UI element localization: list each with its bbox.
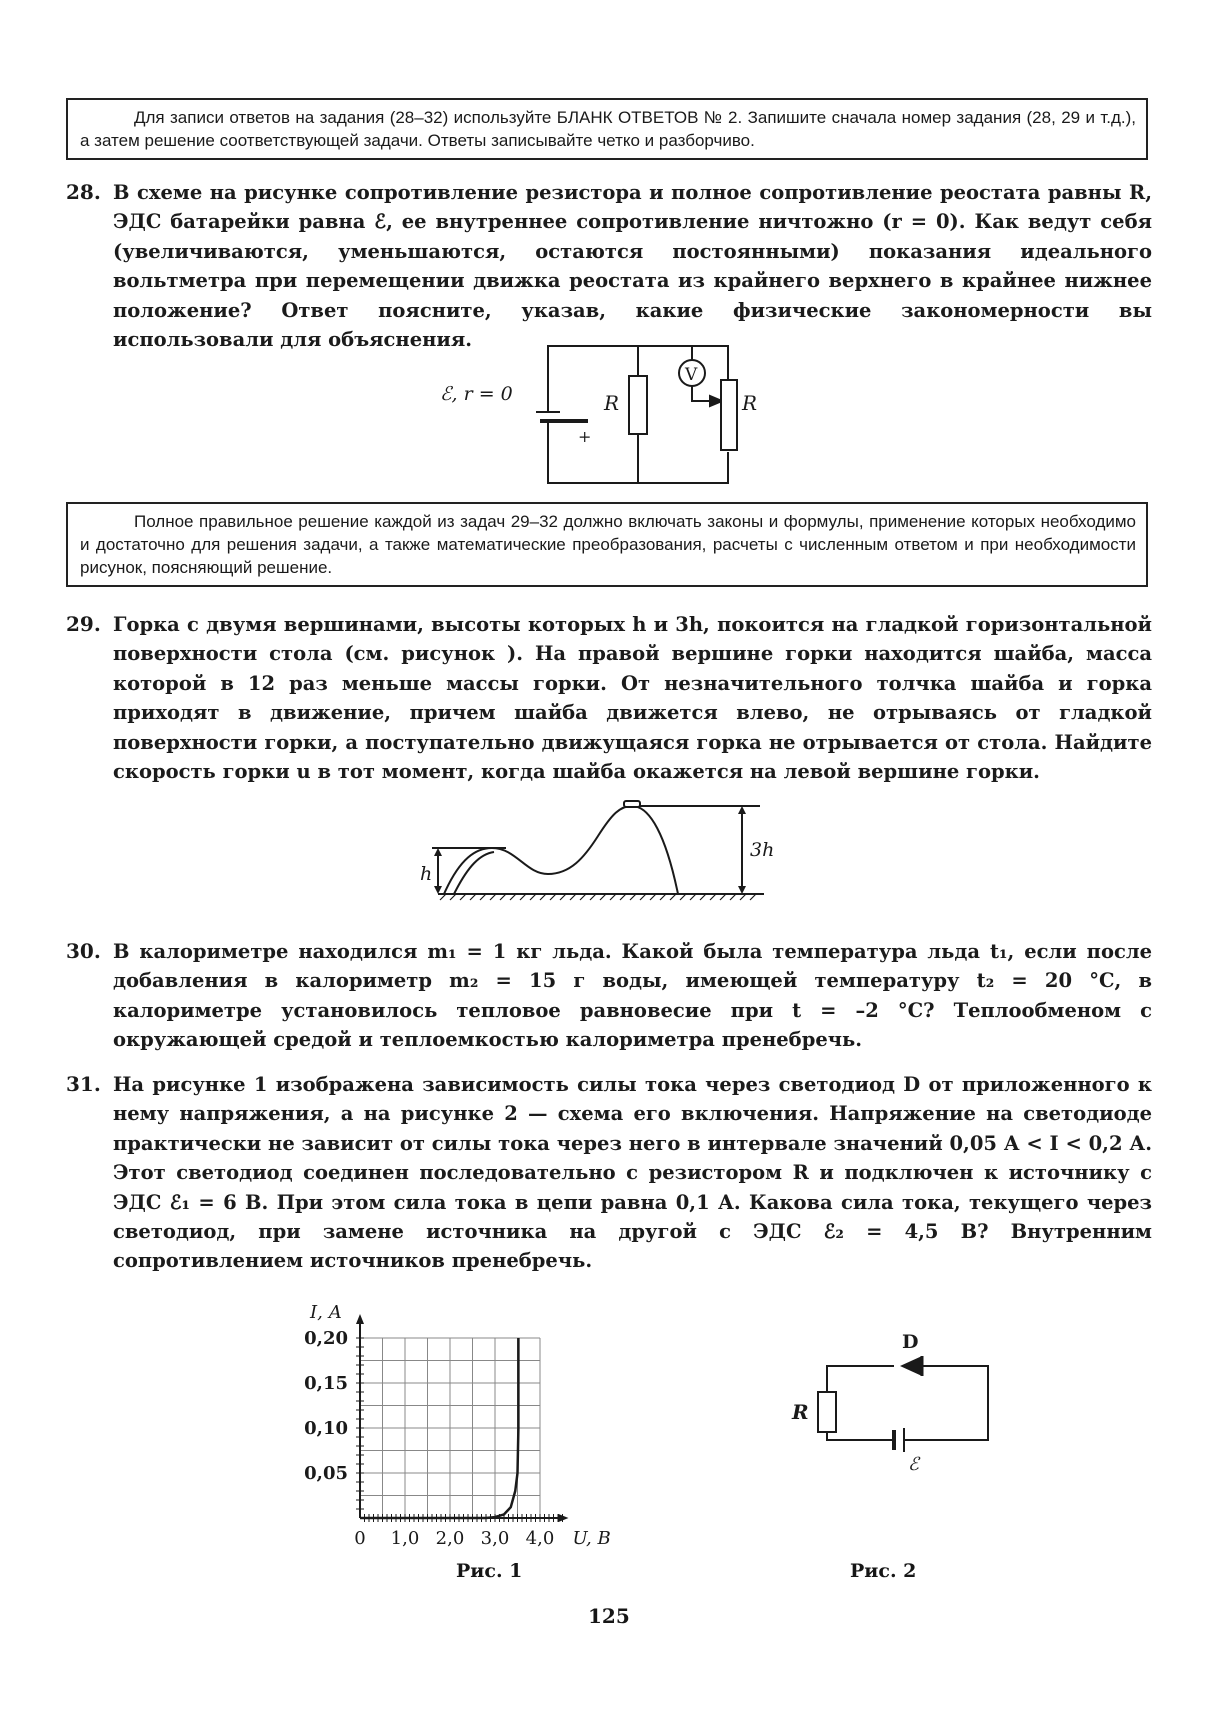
hill-profile [444, 806, 678, 894]
chart-grid [360, 1338, 540, 1518]
y-tick-label: 0,15 [304, 1373, 348, 1394]
x-axis-label: U, В [572, 1528, 611, 1549]
left-height-label: h [420, 863, 433, 885]
task-number: 30. [66, 939, 101, 963]
plus-sign: + [578, 427, 592, 446]
puck [624, 801, 640, 807]
y-axis-label: I, А [310, 1302, 343, 1323]
answer-instructions-text: Для записи ответов на задания (28–32) используйте БЛАНК ОТВЕТОВ № 2. Запишите сначала номер задания (28, 29 и т.д.), а затем решение соответствующей задачи. Ответы записывайте четко и разборчиво. [80, 108, 1136, 150]
led-circuit-figure [782, 1322, 1002, 1475]
x-tick-label: 4,0 [525, 1528, 555, 1549]
right-height-label: 3h [750, 839, 775, 861]
task-29 [66, 610, 1152, 786]
resistor-label: R [792, 1400, 809, 1424]
task-text: В калориметре находился m₁ = 1 кг льда. Какой была температура льда t₁, если после добавления в калориметр m₂ = 15 г воды, имеющей температуру t₂ = 20 °С, в калориметре установилось тепловое равновесие при t = –2 °С? Теплообменом с окружающей средой и теплоемкостью калориметра пренебречь. [113, 940, 1152, 1052]
task-number: 31. [66, 1072, 101, 1096]
chart-axes [356, 1314, 569, 1522]
x-tick-label: 1,0 [390, 1528, 420, 1549]
resistor-box [629, 376, 647, 434]
chart-labels [304, 1302, 611, 1549]
fig1-caption: Рис. 1 [456, 1560, 523, 1582]
task-text: На рисунке 1 изображена зависимость силы тока через светодиод D от приложенного к нему напряжения, а на рисунке 2 — схема его включения. Напряжение на светодиоде практически не зависит от силы тока через него в интервале значений 0,05 А < I < 0,2 А. Этот светодиод соединен последовательно с резистором R и подключен к источнику с ЭДС ℰ₁ = 6 В. При этом сила тока в цепи равна 0,1 А. Какова сила тока, текущего через светодиод, при замене источника на другой с ЭДС ℰ₂ = 4,5 В? Внутренним сопротивлением источников пренебречь. [113, 1073, 1152, 1273]
rheostat-box [721, 380, 737, 450]
right-wire [904, 1366, 988, 1440]
task-29-hill-figure [420, 796, 775, 908]
solution-requirements-box [66, 502, 1148, 587]
task-31 [66, 1070, 1152, 1276]
hill-inner-edge [454, 852, 494, 894]
x-tick-label: 2,0 [435, 1528, 465, 1549]
task-30 [66, 937, 1152, 1055]
task-28 [66, 178, 1152, 354]
y-tick-label: 0,10 [304, 1418, 348, 1439]
task-text: В схеме на рисунке сопротивление резистора и полное сопротивление реостата равны R, ЭДС батарейки равна ℰ, ее внутреннее сопротивление ничтожно (r = 0). Как ведут себя (увеличиваются, уменьшаются, остаются постоянными) показания идеального вольтметра при перемещении движка реостата из крайнего верхнего в крайнее нижнее положение? Ответ поясните, указав, какие физические закономерности вы использовали для объяснения. [113, 181, 1152, 352]
fig2-caption: Рис. 2 [850, 1560, 917, 1582]
left-top-wire [827, 1366, 894, 1392]
x-tick-label: 0 [354, 1528, 366, 1549]
resistor-label: R [604, 391, 620, 415]
x-tick-label: 3,0 [480, 1528, 510, 1549]
y-tick-label: 0,20 [304, 1328, 348, 1349]
page-number: 125 [588, 1604, 630, 1628]
diode-label: D [902, 1331, 919, 1353]
emf-label: ℰ [908, 1454, 919, 1475]
task-28-circuit-figure [440, 340, 780, 490]
task-text: Горка с двумя вершинами, высоты которых h и 3h, покоится на гладкой горизонтальной поверхности стола (см. рисунок ). На правой вершине горки находится шайба, масса которой в 12 раз меньше массы горки. От незначительного толчка шайба и горка приходят в движение, причем шайба движется влево, не отрываясь от гладкой поверхности горки, а поступательно движущаяся горка не отрывается от стола. Найдите скорость горки u в тот момент, когда шайба окажется на левой вершине горки. [113, 613, 1152, 784]
solution-requirements-text: Полное правильное решение каждой из задач 29–32 должно включать законы и формулы, применение которых необходимо и достаточно для решения задачи, а также математические преобразования, расчеты с численным ответом и при необходимости рисунок, поясняющий решение. [80, 512, 1136, 577]
resistor-box [818, 1392, 836, 1432]
answer-instructions-box [66, 98, 1148, 160]
y-tick-label: 0,05 [304, 1463, 348, 1484]
y-axis-arrow [356, 1314, 364, 1324]
task-number: 29. [66, 612, 101, 636]
voltmeter-label: V [685, 365, 698, 385]
diode-triangle [900, 1356, 922, 1376]
chart-ticks [356, 1338, 563, 1522]
rheostat-label: R [742, 391, 758, 415]
x-axis-arrow [559, 1514, 569, 1522]
left-bottom-wire [827, 1432, 894, 1440]
slider-wire [692, 386, 710, 401]
led-iv-chart [280, 1290, 710, 1550]
battery-label: ℰ, r = 0 [440, 383, 513, 405]
task-number: 28. [66, 180, 101, 204]
